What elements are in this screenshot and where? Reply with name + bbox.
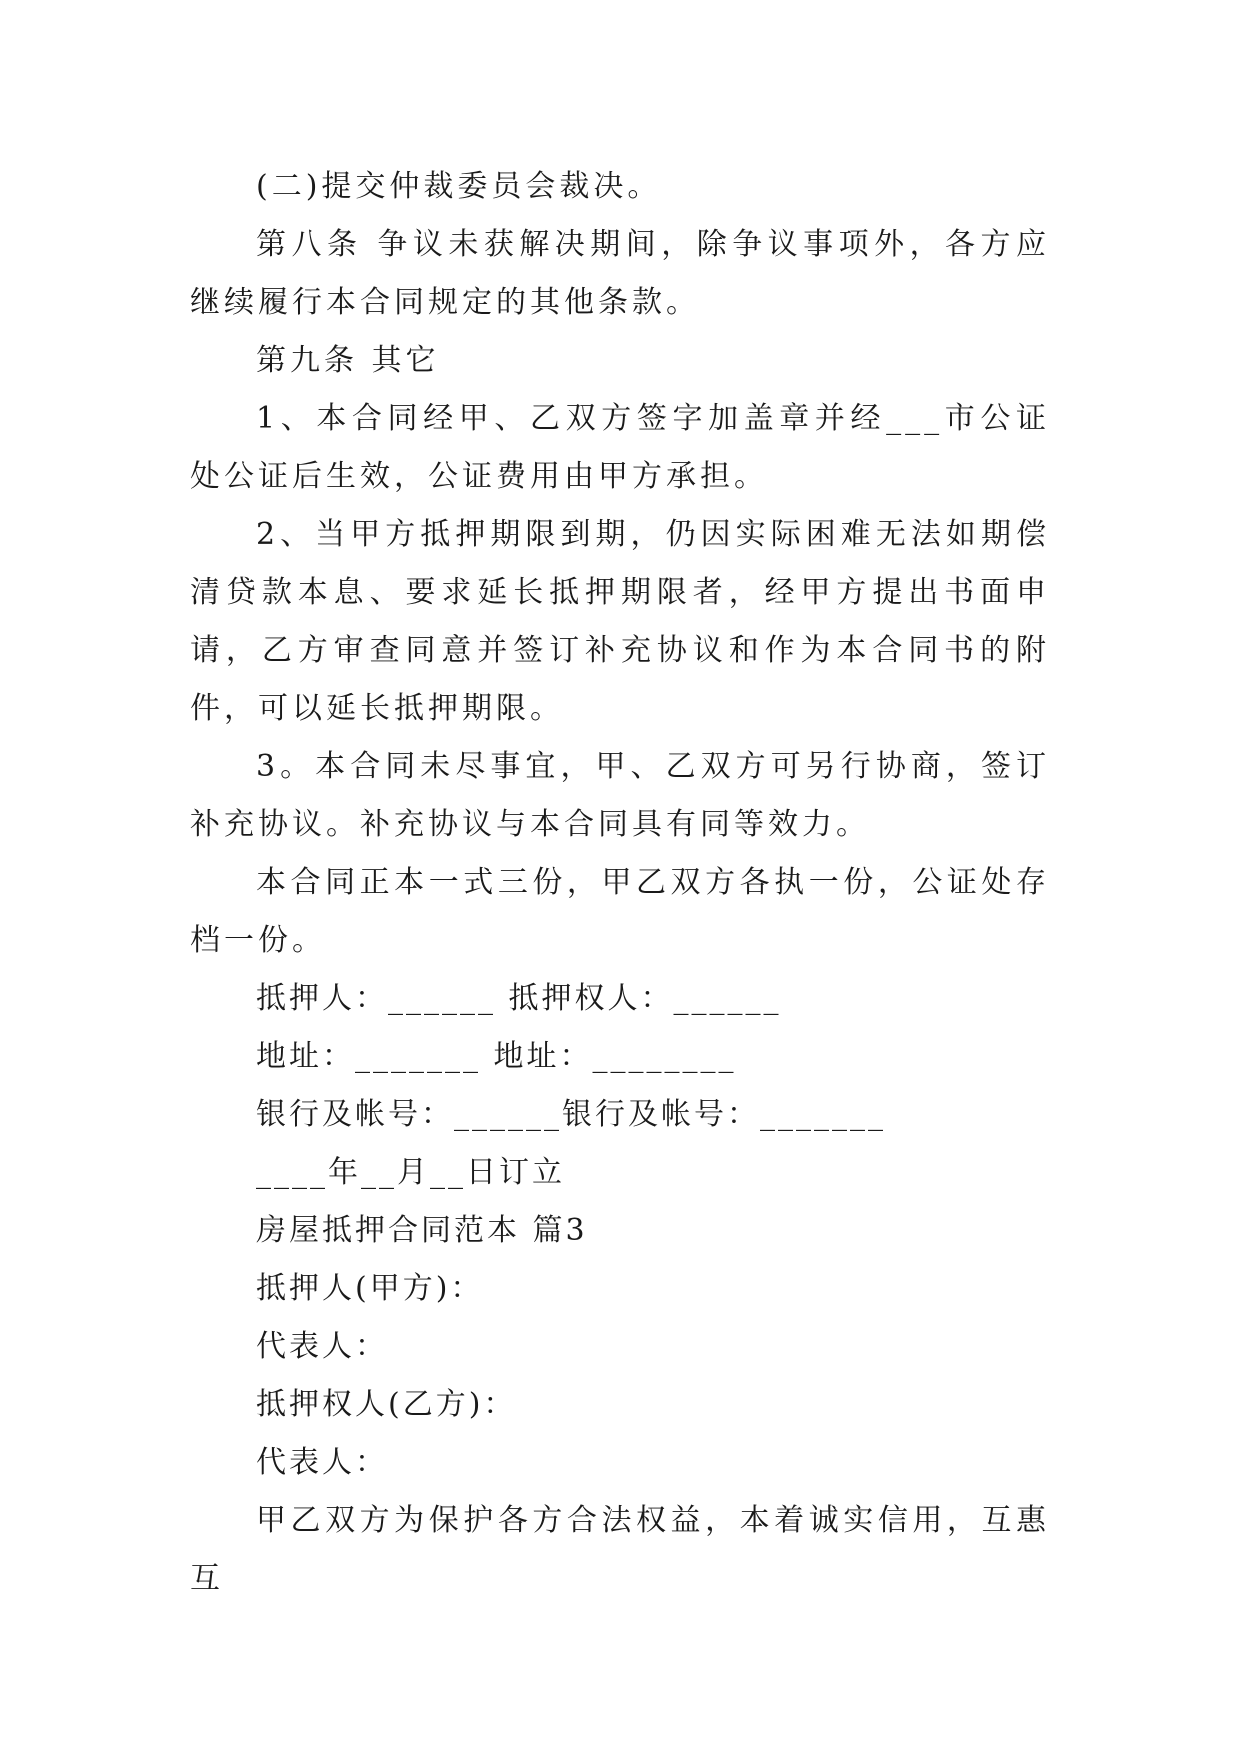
section-title: 房屋抵押合同范本 篇3 (256, 1213, 588, 1248)
paragraph-copies: 本合同正本一式三份，甲乙双方各执一份，公证处存档一份。 (190, 865, 1050, 958)
paragraph-article-8: 第八条 争议未获解决期间，除争议事项外，各方应继续履行本合同规定的其他条款。 (190, 227, 1050, 320)
paragraph-clause-3: 3。本合同未尽事宜，甲、乙双方可另行协商，签订补充协议。补充协议与本合同具有同等效力。 (190, 749, 1050, 842)
paragraph-article-9-heading: 第九条 其它 (256, 343, 440, 378)
paragraph-arbitration: (二)提交仲裁委员会裁决。 (256, 169, 662, 204)
party-line-representative-b: 代表人： (256, 1445, 388, 1480)
party-line-mortgagor: 抵押人(甲方)： (256, 1271, 484, 1306)
signature-line-date: ____年__月__日订立 (256, 1155, 565, 1190)
signature-line-bank: 银行及帐号：______银行及帐号：_______ (256, 1097, 886, 1132)
signature-line-address: 地址：_______ 地址：________ (256, 1039, 737, 1074)
party-line-representative-a: 代表人： (256, 1329, 388, 1364)
paragraph-preamble: 甲乙双方为保护各方合法权益，本着诚实信用，互惠互 (190, 1503, 1050, 1596)
document-page (190, 158, 1050, 1608)
paragraph-clause-2: 2、当甲方抵押期限到期，仍因实际困难无法如期偿清贷款本息、要求延长抵押期限者，经甲方提出书面申请，乙方审查同意并签订补充协议和作为本合同书的附件，可以延长抵押期限。 (190, 517, 1050, 726)
party-line-mortgagee: 抵押权人(乙方)： (256, 1387, 517, 1422)
paragraph-clause-1: 1、本合同经甲、乙双方签字加盖章并经___市公证处公证后生效，公证费用由甲方承担。 (190, 401, 1050, 494)
signature-line-parties: 抵押人：______ 抵押权人：______ (256, 981, 782, 1016)
